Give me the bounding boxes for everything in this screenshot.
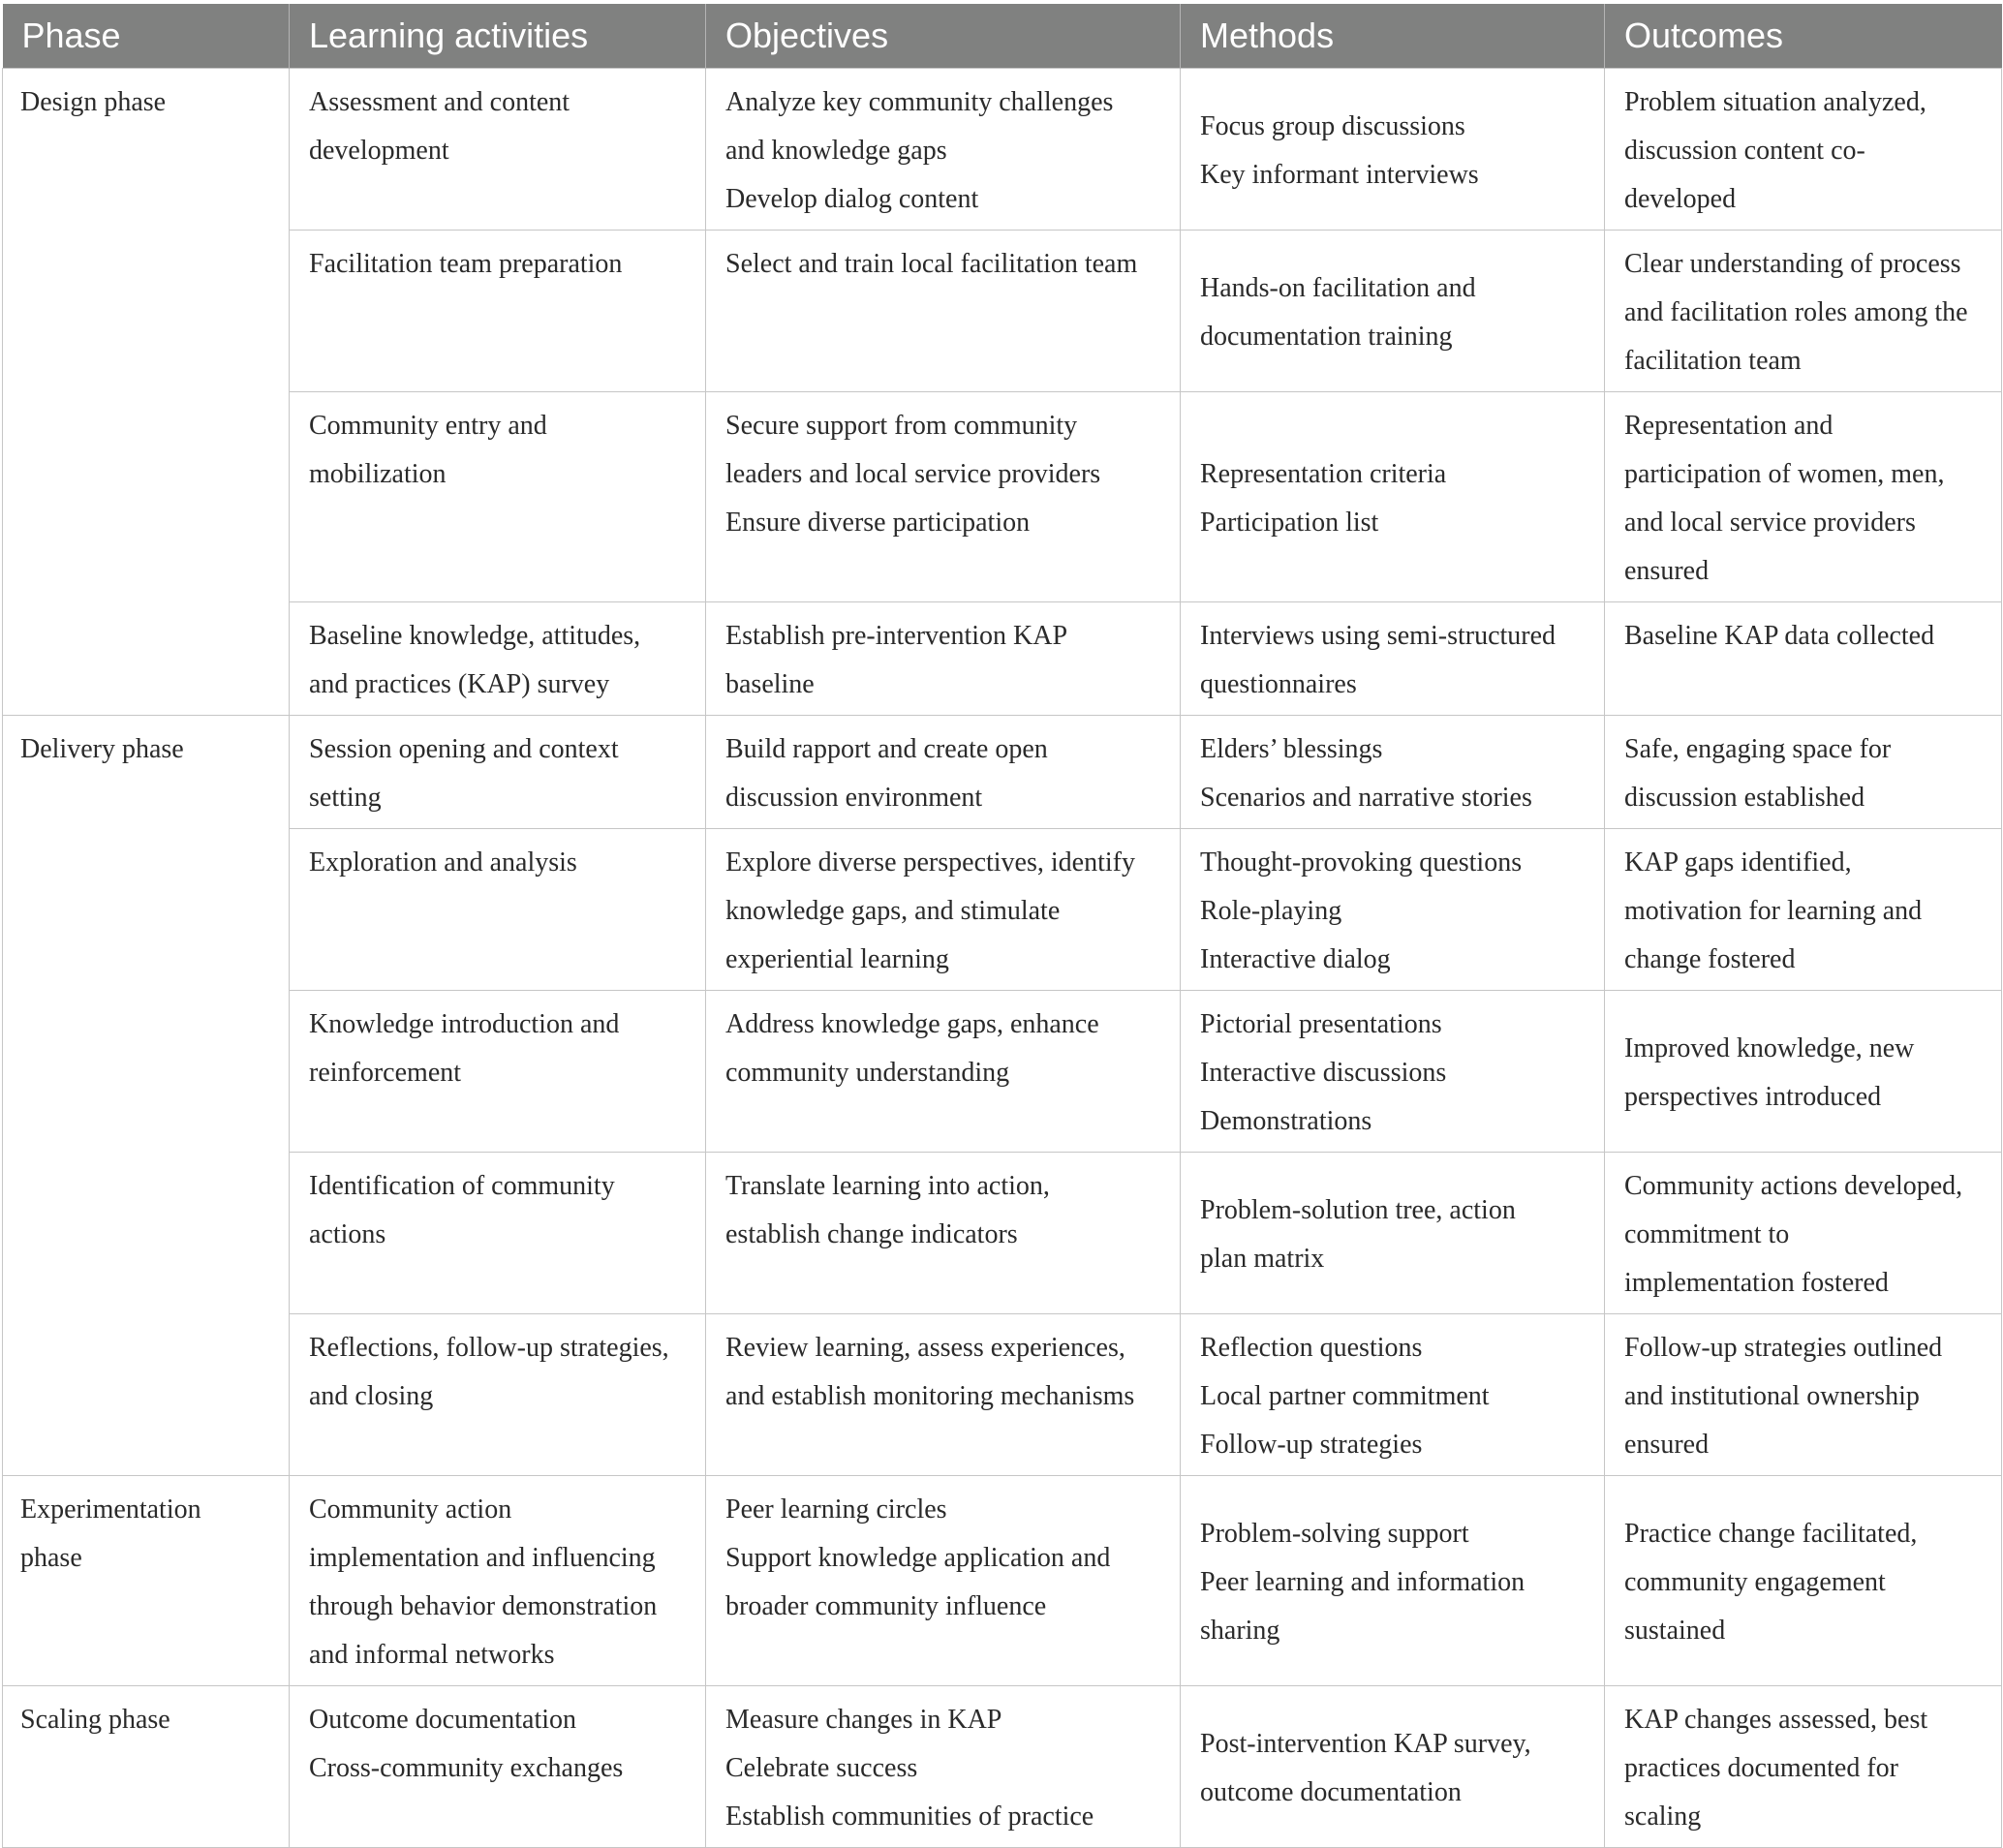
cell-line: Problem-solving support	[1200, 1519, 1469, 1549]
activity-cell	[290, 231, 706, 392]
cell-line: leaders and local service providers	[725, 459, 1101, 489]
header-phase: Phase	[3, 4, 290, 69]
cell-line: Experimentation	[20, 1494, 201, 1525]
objectives-cell	[706, 602, 1181, 716]
cell-line: Measure changes in KAP	[725, 1705, 1002, 1735]
activity-cell	[290, 991, 706, 1153]
cell-line: implementation fostered	[1624, 1268, 1889, 1298]
cell-line: community engagement	[1624, 1567, 1886, 1597]
outcomes-cell	[1605, 1153, 2002, 1314]
activity-cell	[290, 602, 706, 716]
outcomes-cell	[1605, 829, 2002, 991]
cell-line: developed	[1624, 184, 1737, 214]
cell-line: Follow-up strategies	[1200, 1430, 1423, 1460]
methods-cell	[1181, 829, 1605, 991]
methods-cell	[1181, 1153, 1605, 1314]
cell-line: and institutional ownership	[1624, 1381, 1920, 1411]
activity-cell	[290, 392, 706, 602]
cell-line: Practice change facilitated,	[1624, 1519, 1918, 1549]
objectives-cell	[706, 69, 1181, 231]
methods-cell	[1181, 716, 1605, 829]
cell-line: development	[309, 136, 449, 166]
phase-cell	[3, 69, 290, 716]
cell-line: discussion environment	[725, 783, 983, 813]
cell-line: Establish pre-intervention KAP	[725, 621, 1068, 651]
header-outcomes: Outcomes	[1605, 4, 2002, 69]
cell-line: Delivery phase	[20, 734, 184, 764]
header-row	[3, 4, 2002, 69]
cell-line: sharing	[1200, 1616, 1280, 1646]
cell-line: Key informant interviews	[1200, 160, 1479, 190]
cell-line: Problem situation analyzed,	[1624, 87, 1926, 117]
phase-cell	[3, 1686, 290, 1848]
table-row	[3, 602, 2002, 716]
cell-line: Select and train local facilitation team	[725, 249, 1138, 279]
outcomes-cell	[1605, 1476, 2002, 1686]
cell-line: Representation and	[1624, 411, 1834, 441]
activity-cell	[290, 1314, 706, 1476]
table-row	[3, 991, 2002, 1153]
objectives-cell	[706, 991, 1181, 1153]
cell-line: implementation and influencing	[309, 1543, 656, 1573]
cell-line: setting	[309, 783, 382, 813]
cell-line: Peer learning circles	[725, 1494, 947, 1525]
outcomes-cell	[1605, 392, 2002, 602]
cell-line: community understanding	[725, 1058, 1010, 1088]
cell-line: Facilitation team preparation	[309, 249, 623, 279]
phase-cell	[3, 1476, 290, 1686]
cell-line: Community entry and	[309, 411, 547, 441]
cell-line: Interviews using semi-structured	[1200, 621, 1556, 651]
cell-line: Develop dialog content	[725, 184, 979, 214]
cell-line: Support knowledge application and	[725, 1543, 1111, 1573]
cell-line: sustained	[1624, 1616, 1726, 1646]
cell-line: Interactive dialog	[1200, 944, 1391, 974]
header-objectives: Objectives	[706, 4, 1181, 69]
cell-line: Scaling phase	[20, 1705, 170, 1735]
cell-line: perspectives introduced	[1624, 1082, 1882, 1112]
table-row	[3, 392, 2002, 602]
cell-line: Demonstrations	[1200, 1106, 1372, 1136]
cell-line: and knowledge gaps	[725, 136, 947, 166]
cell-line: participation of women, men,	[1624, 459, 1945, 489]
objectives-cell	[706, 1314, 1181, 1476]
header-learning-activities: Learning activities	[290, 4, 706, 69]
activity-cell	[290, 1686, 706, 1848]
cell-line: and local service providers	[1624, 508, 1916, 538]
cell-line: commitment to	[1624, 1219, 1790, 1249]
cell-line: Safe, engaging space for	[1624, 734, 1892, 764]
cell-line: and practices (KAP) survey	[309, 669, 610, 699]
activity-cell	[290, 716, 706, 829]
cell-line: Community actions developed,	[1624, 1171, 1963, 1201]
cell-line: scaling	[1624, 1802, 1702, 1832]
table-body	[3, 69, 2002, 1848]
cell-line: Cross-community exchanges	[309, 1753, 624, 1783]
methods-cell	[1181, 69, 1605, 231]
outcomes-cell	[1605, 716, 2002, 829]
activity-cell	[290, 1476, 706, 1686]
cell-line: and informal networks	[309, 1640, 555, 1670]
cell-line: Hands-on facilitation and	[1200, 273, 1476, 303]
cell-line: Role-playing	[1200, 896, 1342, 926]
cell-line: Elders’ blessings	[1200, 734, 1383, 764]
cell-line: facilitation team	[1624, 346, 1802, 376]
cell-line: Scenarios and narrative stories	[1200, 783, 1532, 813]
cell-line: Identification of community	[309, 1171, 615, 1201]
cell-line: baseline	[725, 669, 815, 699]
table-row	[3, 69, 2002, 231]
cell-line: Improved knowledge, new	[1624, 1033, 1915, 1063]
table-row	[3, 716, 2002, 829]
objectives-cell	[706, 1153, 1181, 1314]
cell-line: Exploration and analysis	[309, 847, 577, 878]
cell-line: Knowledge introduction and	[309, 1009, 620, 1039]
outcomes-cell	[1605, 991, 2002, 1153]
outcomes-cell	[1605, 231, 2002, 392]
table-row	[3, 1476, 2002, 1686]
methods-cell	[1181, 602, 1605, 716]
cell-line: ensured	[1624, 1430, 1710, 1460]
cell-line: Local partner commitment	[1200, 1381, 1490, 1411]
cell-line: actions	[309, 1219, 386, 1249]
objectives-cell	[706, 392, 1181, 602]
cell-line: motivation for learning and	[1624, 896, 1923, 926]
outcomes-cell	[1605, 1686, 2002, 1848]
activity-cell	[290, 69, 706, 231]
cell-line: Build rapport and create open	[725, 734, 1048, 764]
methods-cell	[1181, 1314, 1605, 1476]
activity-cell	[290, 829, 706, 991]
phases-table	[2, 4, 2002, 1848]
cell-line: Celebrate success	[725, 1753, 918, 1783]
cell-line: knowledge gaps, and stimulate	[725, 896, 1061, 926]
cell-line: Reflection questions	[1200, 1333, 1423, 1363]
table-row	[3, 829, 2002, 991]
cell-line: Baseline KAP data collected	[1624, 621, 1935, 651]
phase-cell	[3, 716, 290, 1476]
cell-line: establish change indicators	[725, 1219, 1018, 1249]
cell-line: Follow-up strategies outlined	[1624, 1333, 1943, 1363]
cell-line: Interactive discussions	[1200, 1058, 1447, 1088]
cell-line: outcome documentation	[1200, 1777, 1462, 1807]
methods-cell	[1181, 231, 1605, 392]
cell-line: Representation criteria	[1200, 459, 1447, 489]
cell-line: Pictorial presentations	[1200, 1009, 1442, 1039]
cell-line: and facilitation roles among the	[1624, 297, 1968, 327]
methods-cell	[1181, 991, 1605, 1153]
cell-line: and closing	[309, 1381, 434, 1411]
cell-line: practices documented for	[1624, 1753, 1898, 1783]
cell-line: Post-intervention KAP survey,	[1200, 1729, 1531, 1759]
cell-line: Explore diverse perspectives, identify	[725, 847, 1135, 878]
cell-line: KAP gaps identified,	[1624, 847, 1852, 878]
table-row	[3, 1314, 2002, 1476]
cell-line: Review learning, assess experiences,	[725, 1333, 1125, 1363]
cell-line: Clear understanding of process	[1624, 249, 1961, 279]
objectives-cell	[706, 716, 1181, 829]
methods-cell	[1181, 392, 1605, 602]
outcomes-cell	[1605, 69, 2002, 231]
cell-line: Address knowledge gaps, enhance	[725, 1009, 1099, 1039]
cell-line: KAP changes assessed, best	[1624, 1705, 1928, 1735]
cell-line: documentation training	[1200, 322, 1453, 352]
objectives-cell	[706, 829, 1181, 991]
outcomes-cell	[1605, 1314, 2002, 1476]
methods-cell	[1181, 1686, 1605, 1848]
objectives-cell	[706, 1686, 1181, 1848]
objectives-cell	[706, 1476, 1181, 1686]
cell-line: Outcome documentation	[309, 1705, 577, 1735]
cell-line: Focus group discussions	[1200, 111, 1465, 141]
cell-line: Reflections, follow-up strategies,	[309, 1333, 669, 1363]
cell-line: change fostered	[1624, 944, 1796, 974]
cell-line: questionnaires	[1200, 669, 1357, 699]
cell-line: Establish communities of practice	[725, 1802, 1094, 1832]
cell-line: mobilization	[309, 459, 447, 489]
cell-line: discussion established	[1624, 783, 1865, 813]
activity-cell	[290, 1153, 706, 1314]
cell-line: Peer learning and information	[1200, 1567, 1525, 1597]
cell-line: Analyze key community challenges	[725, 87, 1114, 117]
header-methods: Methods	[1181, 4, 1605, 69]
cell-line: Assessment and content	[309, 87, 570, 117]
cell-line: experiential learning	[725, 944, 949, 974]
table-row	[3, 1686, 2002, 1848]
cell-line: through behavior demonstration	[309, 1591, 658, 1621]
cell-line: plan matrix	[1200, 1244, 1325, 1274]
cell-line: Problem-solution tree, action	[1200, 1195, 1516, 1225]
cell-line: discussion content co-	[1624, 136, 1865, 166]
cell-line: and establish monitoring mechanisms	[725, 1381, 1135, 1411]
cell-line: Baseline knowledge, attitudes,	[309, 621, 641, 651]
cell-line: Participation list	[1200, 508, 1379, 538]
cell-line: Secure support from community	[725, 411, 1078, 441]
outcomes-cell	[1605, 602, 2002, 716]
cell-line: phase	[20, 1543, 82, 1573]
table-row	[3, 231, 2002, 392]
cell-line: broader community influence	[725, 1591, 1047, 1621]
cell-line: Design phase	[20, 87, 167, 117]
cell-line: Community action	[309, 1494, 512, 1525]
table-row	[3, 1153, 2002, 1314]
cell-line: Session opening and context	[309, 734, 619, 764]
cell-line: Thought-provoking questions	[1200, 847, 1523, 878]
cell-line: Translate learning into action,	[725, 1171, 1050, 1201]
methods-cell	[1181, 1476, 1605, 1686]
cell-line: Ensure diverse participation	[725, 508, 1031, 538]
cell-line: reinforcement	[309, 1058, 462, 1088]
objectives-cell	[706, 231, 1181, 392]
cell-line: ensured	[1624, 556, 1710, 586]
